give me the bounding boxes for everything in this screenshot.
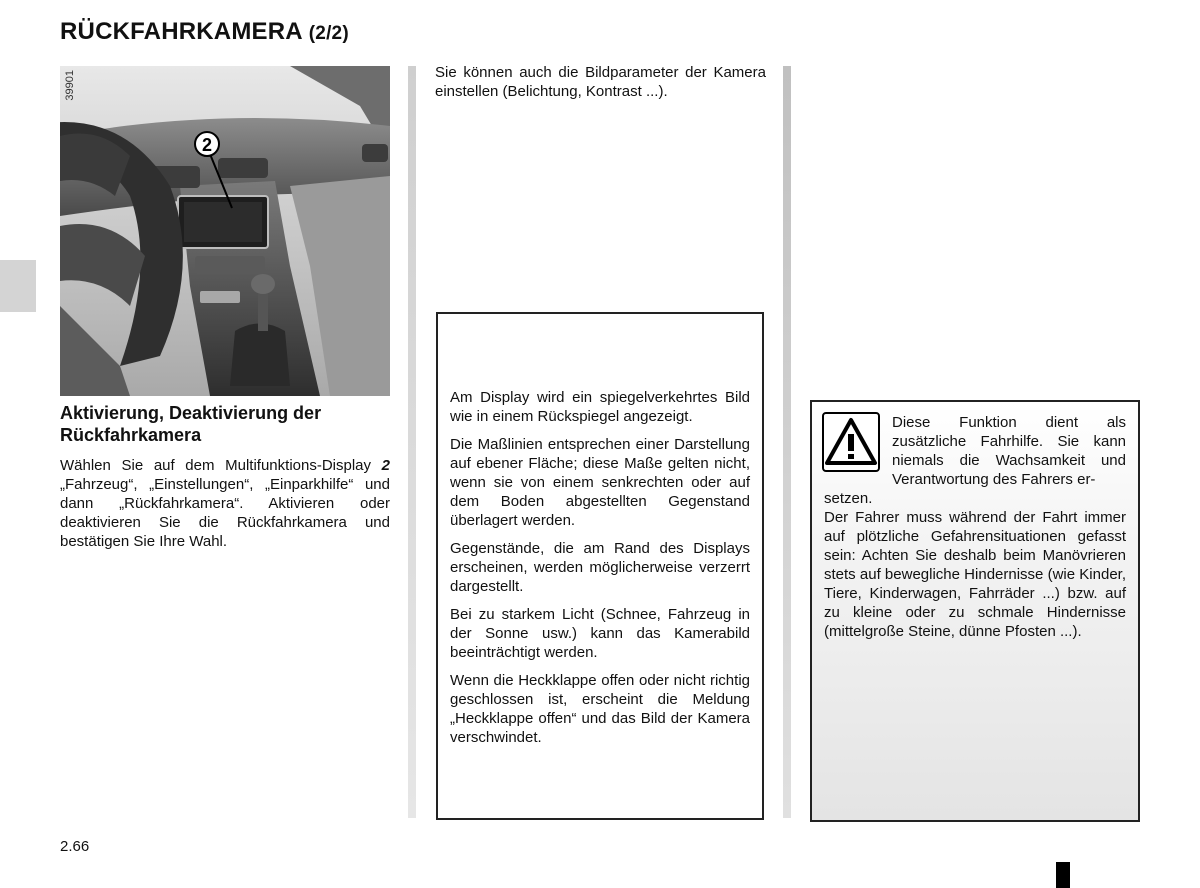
instructions-text-end: „Fahrzeug“, „Einstellungen“, „Einparkhilfe“ und dann „Rückfahrkamera“. Aktivieren oder deaktivieren Sie die Rückfahrkamera und bestätigen Sie Ihre Wahl. [60,476,390,550]
page-title-main: RÜCKFAHRKAMERA [60,18,302,45]
note-paragraph: Die Maßlinien entsprechen einer Darstellung auf ebener Fläche; diese Maße gelten nicht, wenn sie von einem senkrechten oder auf dem Boden abgestellten Gegenstand überlagert werden. [450,436,750,529]
dashboard-photo [60,66,390,396]
callout-number: 2 [201,135,213,155]
page-number: 2.66 [60,838,90,855]
warning-triangle-icon [822,412,880,472]
note-paragraph: Am Display wird ein spiegelverkehrtes Bild wie in einem Rückspiegel angezeigt. [450,389,750,425]
warning-text-intro: Diese Funktion dient als zusätzliche Fahrhilfe. Sie kann niemals die Wachsamkeit und Verantwortung des Fahrers er- [892,414,1126,488]
activation-instructions [60,456,390,551]
image-parameters-note: Sie können auch die Bildparameter der Kamera einstellen (Belichtung, Kontrast ...). [435,64,766,100]
dashboard-illustration [60,66,390,396]
note-paragraph: Wenn die Heckklappe offen oder nicht richtig geschlossen ist, erscheint die Meldung „Heckklappe offen“ und das Bild der Kamera verschwindet. [450,672,750,746]
display-reference: 2 [381,457,390,474]
page-title [60,18,349,46]
warning-text-body: setzen. Der Fahrer muss während der Fahrt immer auf plötzliche Gefahrensituationen gefasst sein: Achten Sie deshalb beim Manövrieren stets auf bewegliche Hindernisse (wie Kinder, Tiere, Kinderwagen, Fahrräder ...) bzw. auf zu kleine oder zu schmale Hindernisse (mittelgroße Steine, dünne Pfosten ...). [824,490,1126,640]
note-paragraph: Bei zu starkem Licht (Schnee, Fahrzeug in der Sonne usw.) kann das Kamerabild beeinträchtigt werden. [450,606,750,661]
chapter-tab [0,260,36,312]
note-paragraph: Gegenstände, die am Rand des Displays erscheinen, werden möglicherweise verzerrt dargestellt. [450,540,750,595]
notes-box-text [450,388,750,756]
column-separator [783,66,791,818]
page-title-suffix: (2/2) [308,23,349,44]
section-heading: Aktivierung, Deaktivierung der Rückfahrkamera [60,403,322,445]
instructions-text-start: Wählen Sie auf dem Multifunktions-Display [60,457,382,474]
page-edge-marker [1056,862,1070,888]
figure-code: 39901 [64,70,76,101]
column-separator [408,66,416,818]
